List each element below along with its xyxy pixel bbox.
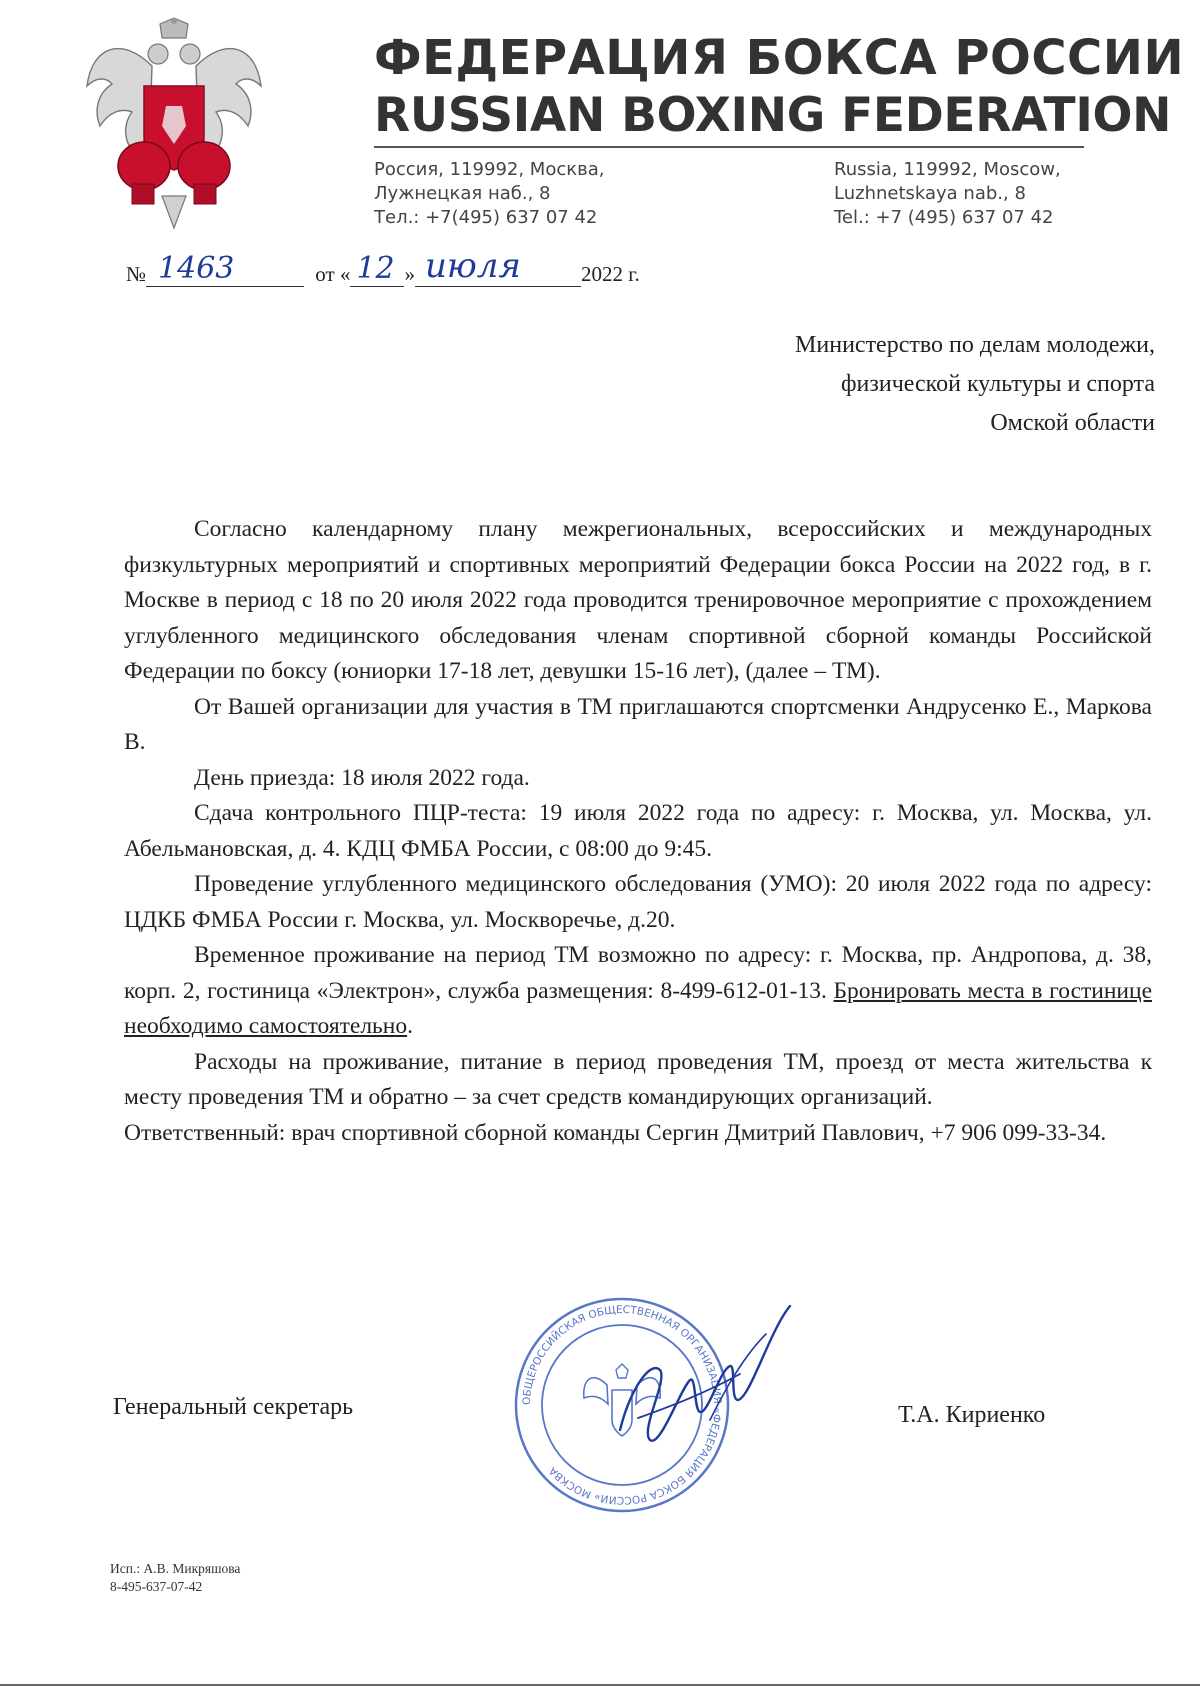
- address-en-line: Luzhnetskaya nab., 8: [834, 183, 1026, 204]
- recipient-line: Министерство по делам молодежи,: [795, 332, 1155, 358]
- responsible-person: Ответственный: врач спортивной сборной команды Сергин Дмитрий Павлович, +7 906 099-33-34.: [124, 1119, 1107, 1146]
- month-field: [415, 246, 581, 287]
- handwritten-signature-icon: [590, 1300, 800, 1460]
- paragraph-text: Временное проживание на период ТМ возможно по адресу: г. Москва, пр. Андропова, д. 38, корп. 2, гостиница «Электрон», служба размещения: 8-499-612-01-13.: [124, 942, 1152, 1004]
- address-en-line: Tel.: +7 (495) 637 07 42: [834, 207, 1054, 228]
- stamp-ring-text: ОБЩЕРОССИЙСКАЯ ОБЩЕСТВЕННАЯ ОРГАНИЗАЦИЯ «ФЕДЕРАЦИЯ БОКСА РОССИИ» МОСКВА: [520, 1303, 724, 1507]
- day-field: [350, 251, 404, 287]
- underlined-note: Бронировать места в гостинице необходимо самостоятельно: [124, 977, 1153, 1039]
- federation-emblem-icon: [82, 16, 267, 231]
- address-ru-line: Россия, 119992, Москва,: [374, 159, 605, 180]
- recipient-block: [795, 326, 1155, 443]
- registration-line: [126, 246, 640, 287]
- executor-phone: 8-495-637-07-42: [110, 1579, 203, 1594]
- paragraph: От Вашей организации для участия в ТМ приглашаются спортсменки Андрусенко Е., Маркова В.: [124, 693, 1152, 755]
- paragraph: Согласно календарному плану межрегиональных, всероссийских и международных физкультурных мероприятий и спортивных мероприятий Федерации бокса России на 2022 год, в г. Москве в период с 18 по 20 июля 2022 года проводится тренировочное мероприятие с прохождением углубленного медицинского обследования членам спортивной сборной команды Российской Федерации по боксу (юниорки 17-18 лет, девушки 15-16 лет), (далее – ТМ).: [124, 516, 1152, 684]
- executor-info: [110, 1560, 240, 1596]
- signatory-title: Генеральный секретарь: [113, 1394, 354, 1420]
- header-divider: [374, 146, 1084, 148]
- org-name-ru: ФЕДЕРАЦИЯ БОКСА РОССИИ: [374, 30, 1185, 86]
- executor-name: Исп.: А.В. Микряшова: [110, 1561, 241, 1576]
- recipient-line: Омской области: [990, 410, 1155, 436]
- from-label: от «: [315, 262, 351, 286]
- paragraph-end: .: [407, 1013, 413, 1039]
- letter-body: [124, 512, 1152, 1151]
- paragraph: [124, 938, 1152, 1045]
- handwritten-month: июля: [424, 246, 521, 286]
- recipient-line: физической культуры и спорта: [840, 371, 1155, 397]
- year-label: 2022 г.: [580, 262, 640, 286]
- scan-edge-line: [0, 1684, 1200, 1686]
- handwritten-number: 1463: [158, 251, 235, 286]
- number-label: №: [126, 262, 147, 286]
- paragraph: Расходы на проживание, питание в период проведения ТМ, проезд от места жительства к месту проведения ТМ и обратно – за счет средств командирующих организаций.: [124, 1048, 1152, 1110]
- address-ru: [374, 158, 604, 230]
- paragraph: Проведение углубленного медицинского обследования (УМО): 20 июля 2022 года по адресу: ЦДКБ ФМБА России г. Москва, ул. Москворечье, д.20.: [124, 871, 1152, 933]
- org-name-en: RUSSIAN BOXING FEDERATION: [374, 88, 1172, 143]
- address-en-line: Russia, 119992, Moscow,: [834, 159, 1061, 180]
- number-field: [146, 251, 304, 287]
- month-separator: »: [404, 262, 415, 286]
- paragraph: День приезда: 18 июля 2022 года.: [194, 764, 530, 791]
- handwritten-day: 12: [356, 251, 395, 286]
- signatory-name: Т.А. Кириенко: [898, 1402, 1046, 1428]
- address-ru-line: Лужнецкая наб., 8: [374, 183, 551, 204]
- paragraph: Сдача контрольного ПЦР-теста: 19 июля 2022 года по адресу: г. Москва, ул. Москва, ул. Абельмановская, д. 4. КДЦ ФМБА России, с 08:00 до 9:45.: [124, 800, 1152, 862]
- address-ru-line: Тел.: +7(495) 637 07 42: [374, 207, 598, 228]
- address-en: [834, 158, 1061, 230]
